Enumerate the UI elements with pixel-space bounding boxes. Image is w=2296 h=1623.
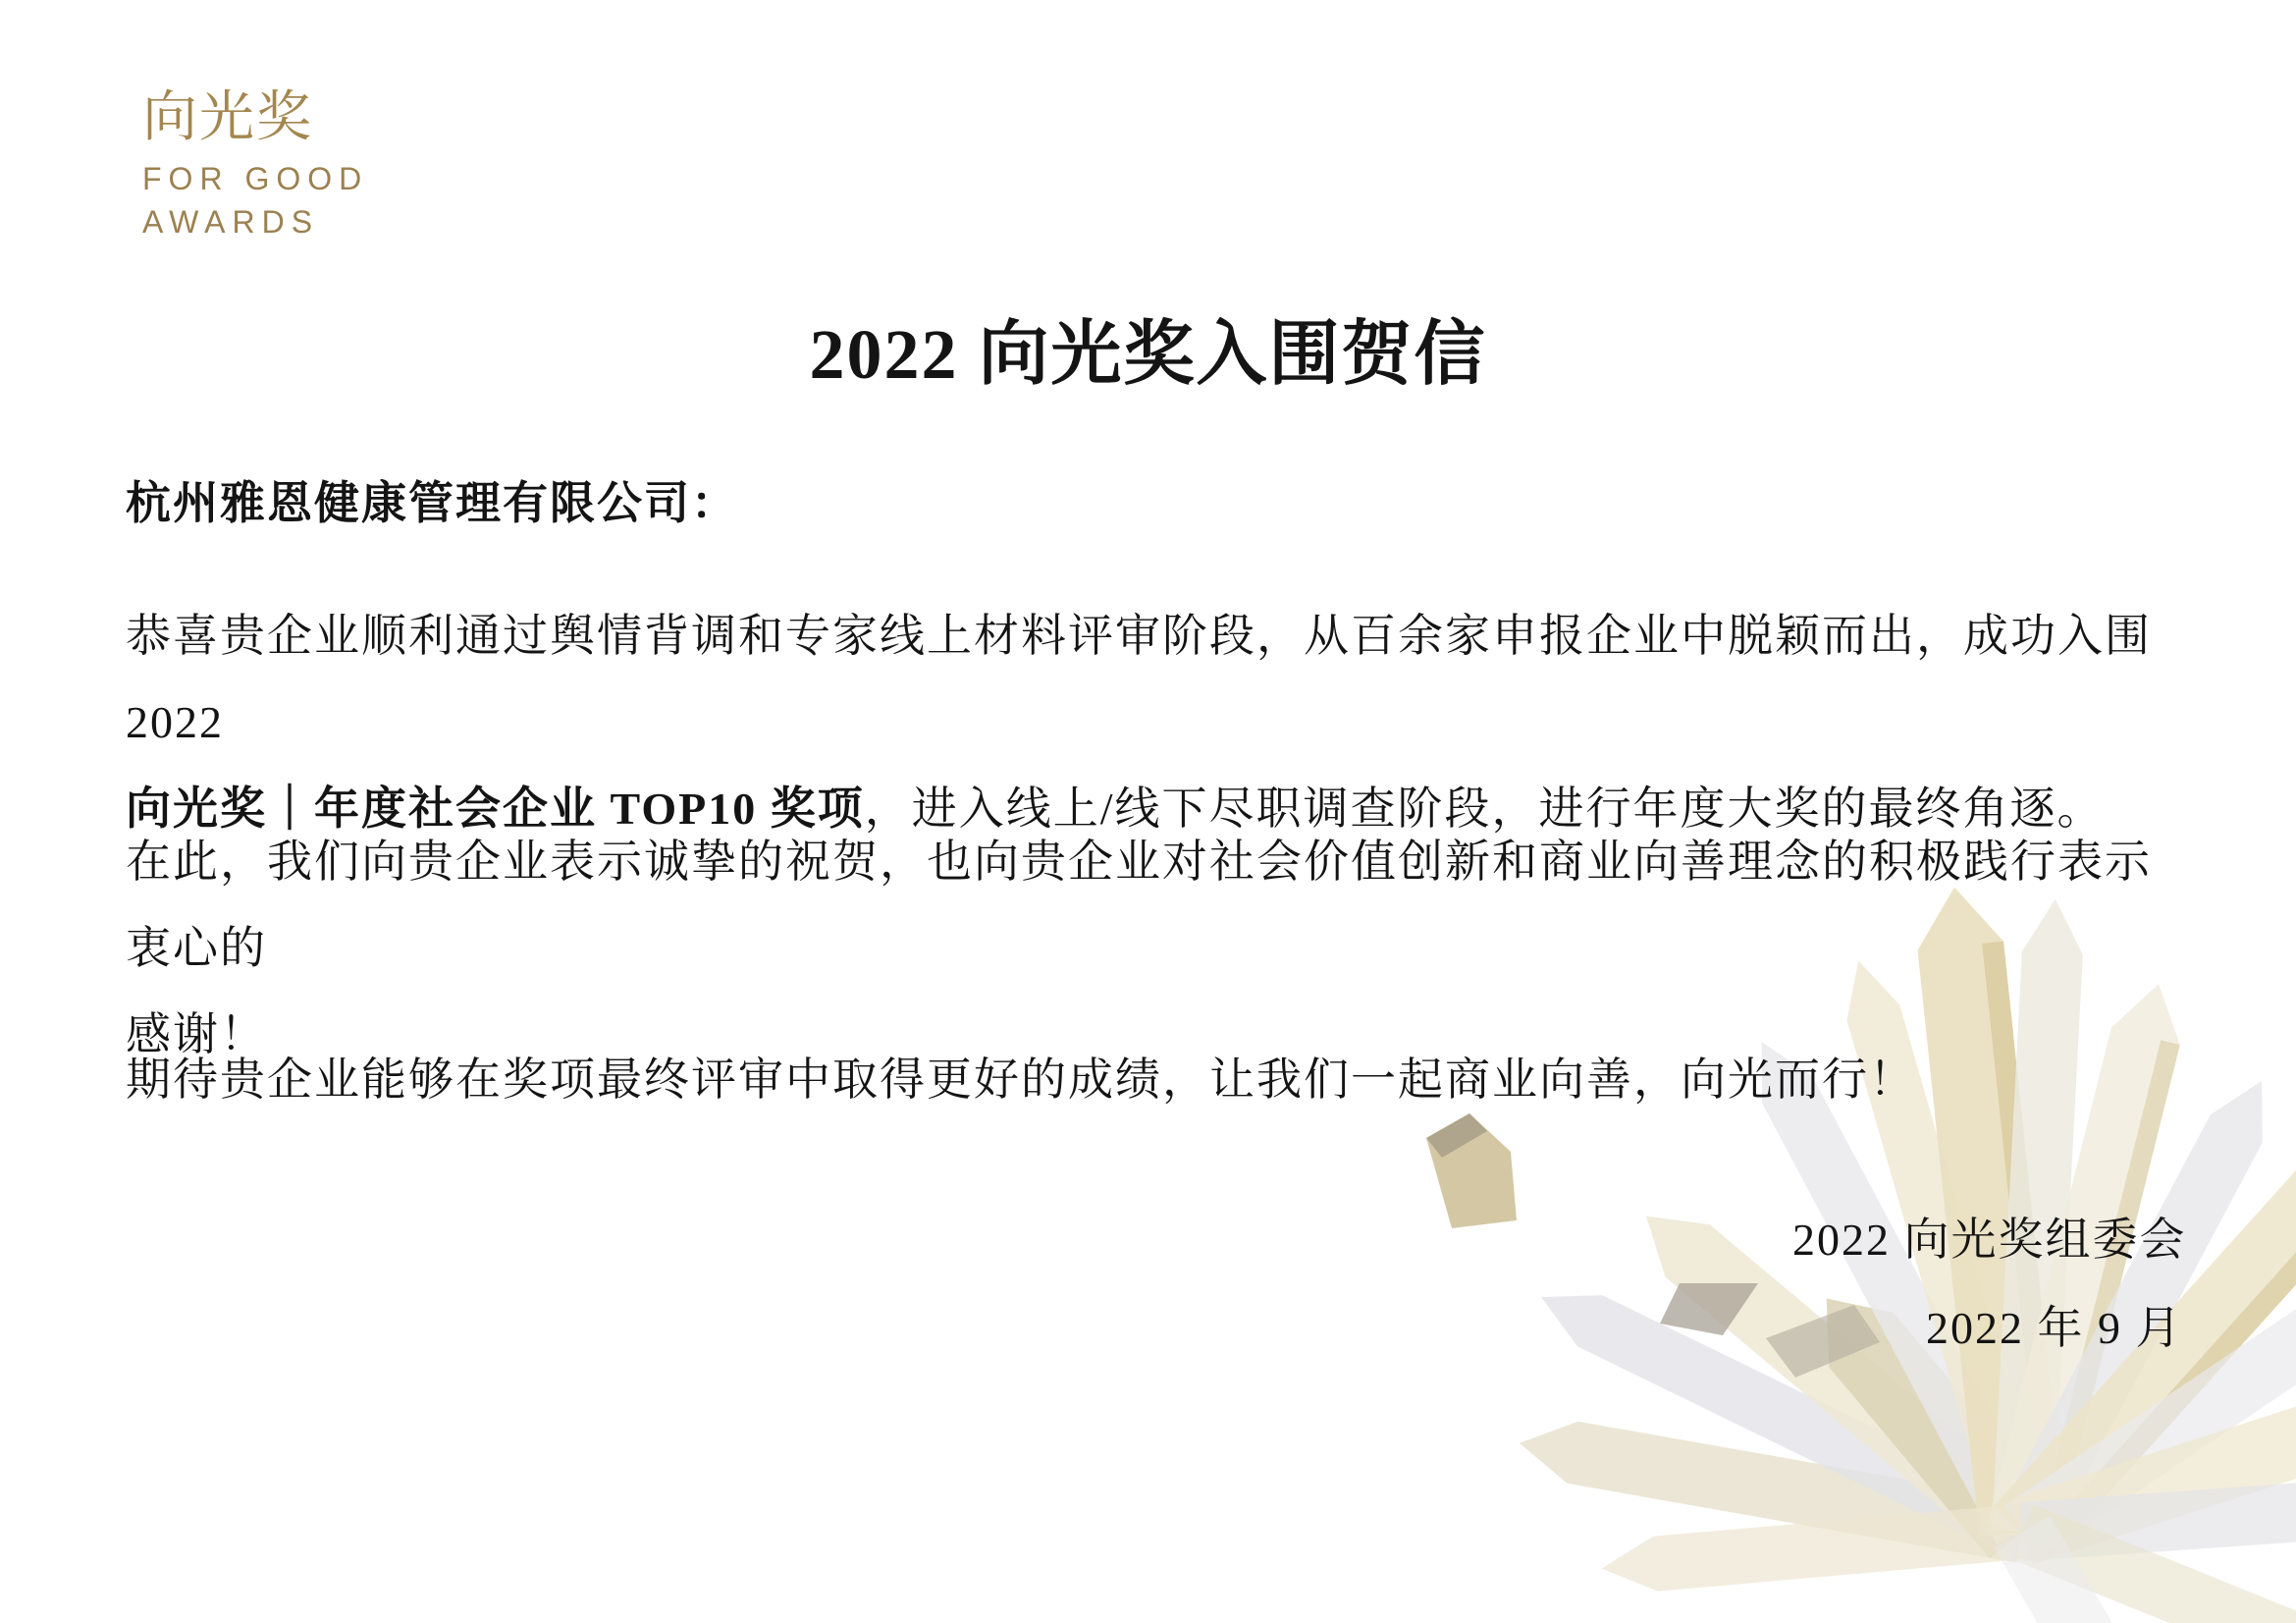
signature-date: 2022 年 9 月: [1926, 1303, 2183, 1353]
award-category-bold-text: 向光奖｜年度社会企业 TOP10 奖项: [126, 784, 865, 834]
paragraph-1: [126, 593, 2177, 852]
logo-cn-text: 向光奖: [142, 87, 313, 148]
logo-en-line2: AWARDS: [142, 204, 320, 240]
paragraph-1-line-1: 恭喜贵企业顺利通过舆情背调和专家线上材料评审阶段，从百余家申报企业中脱颖而出，成功入围 2022: [126, 611, 2152, 747]
paragraph-1-line-2-rest: ，进入线上/线下尽职调查阶段，进行年度大奖的最终角逐。: [864, 784, 2105, 834]
paragraph-2-line-2: 感谢！: [126, 1009, 267, 1059]
for-good-awards-logo: [142, 86, 368, 242]
page-title: 2022 向光奖入围贺信: [809, 315, 1487, 394]
paragraph-3: 期待贵企业能够在奖项最终评审中取得更好的成绩，让我们一起商业向善，向光而行！: [126, 1055, 1916, 1105]
signature-committee: 2022 向光奖组委会: [1792, 1215, 2187, 1265]
paragraph-2-line-1: 在此，我们向贵企业表示诚挚的祝贺，也向贵企业对社会价值创新和商业向善理念的积极践行表示衷心的: [126, 837, 2152, 973]
logo-en-line1: FOR GOOD: [142, 161, 369, 196]
recipient-line: 杭州雅恩健康管理有限公司：: [126, 478, 738, 528]
